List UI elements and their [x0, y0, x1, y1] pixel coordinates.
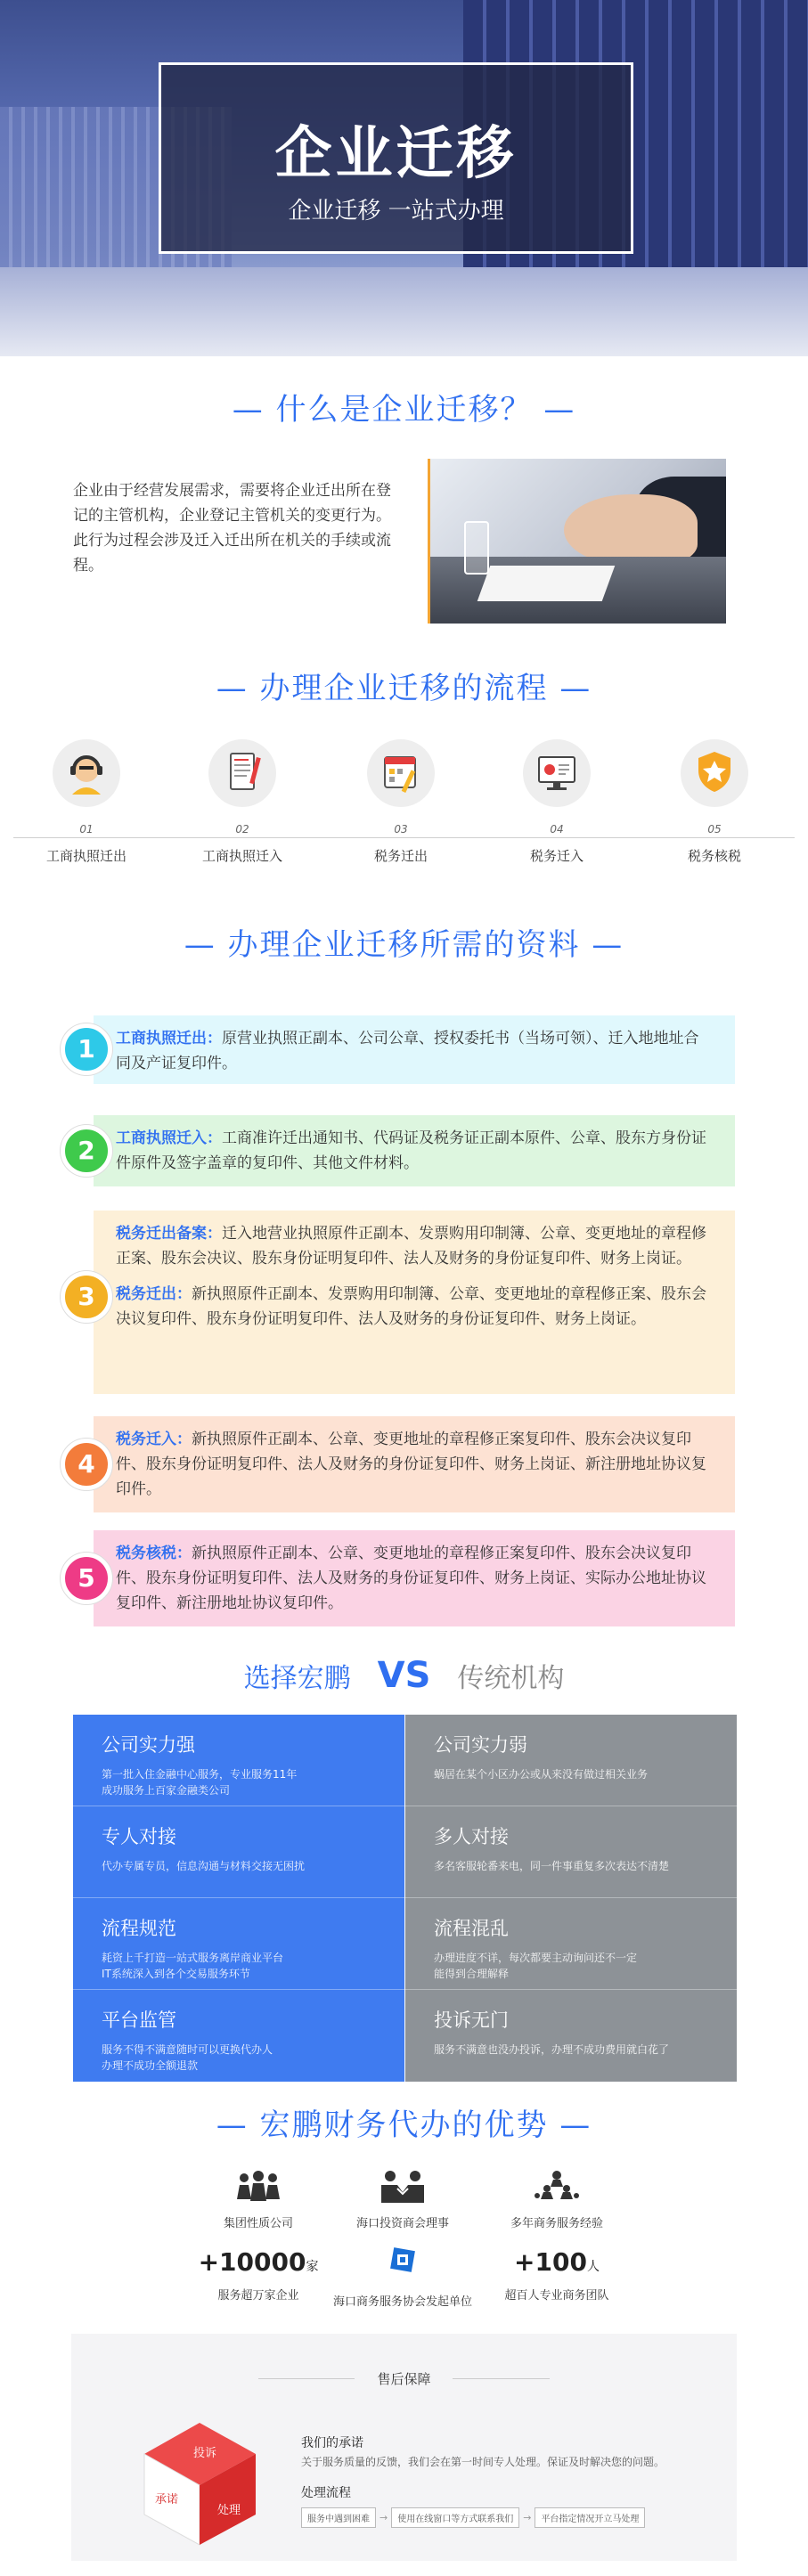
advantage-item: 集团性质公司 — [178, 2169, 339, 2230]
flow-step: 平台指定情况开立马处理 — [535, 2507, 645, 2528]
meeting-photo — [428, 459, 726, 624]
hero-subtitle: 企业迁移 一站式办理 — [288, 198, 504, 224]
customer-service-icon — [53, 739, 120, 807]
advantage-item: +10000家 服务超万家企业 — [198, 2247, 319, 2303]
handling-flow — [301, 2507, 645, 2528]
compare-cell-right: 公司实力弱 蜗居在某个小区办公或从来没有做过相关业务 — [405, 1715, 737, 1806]
arrow-right-icon: → — [523, 2512, 532, 2523]
handshake-people-icon — [378, 2169, 428, 2205]
flow-step: 服务中遇到困难 — [301, 2507, 376, 2528]
monitor-chart-icon — [523, 739, 591, 807]
compare-cell-left: 公司实力强 第一批入住金融中心服务，专业服务11年 成功服务上百家金融类公司 — [73, 1715, 404, 1806]
advantage-item: +100人 超百人专业商务团队 — [504, 2247, 609, 2303]
plaza-ground — [0, 267, 808, 356]
material-item: 工商执照迁入：工商准许迁出通知书、代码证及税务证正副本原件、公章、股东方身份证件原件及签字盖章的复印件、其他文件材料。 — [94, 1115, 735, 1186]
materials-section-title: — 办理企业迁移所需的资料 — — [184, 927, 624, 963]
advantage-item: 海口投资商会理事 — [322, 2169, 483, 2230]
calendar-pen-icon — [367, 739, 435, 807]
material-number-badge: 5 — [61, 1553, 112, 1604]
promise-title: 我们的承诺 — [301, 2436, 363, 2450]
material-number-badge: 2 — [61, 1125, 112, 1177]
process-step: 01 工商执照迁出 — [29, 739, 144, 865]
material-item: 工商执照迁出：原营业执照正副本、公司公章、授权委托书（当场可领）、迁入地地址合同及产证复印件。 — [94, 1015, 735, 1084]
comparison-table — [73, 1715, 737, 2082]
after-sales-tag: 售后保障 — [377, 2371, 431, 2387]
compare-cell-left: 专人对接 代办专属专员，信息沟通与材料交接无困扰 — [73, 1806, 404, 1898]
advantages-section-title: — 宏鹏财务代办的优势 — — [216, 2107, 592, 2143]
what-description: 企业由于经营发展需求，需要将企业迁出所在登记的主管机构，企业登记主管机关的变更行为。此行为过程会涉及迁入迁出所在机关的手续或流程。 — [73, 482, 391, 575]
arrow-right-icon: → — [380, 2512, 388, 2523]
material-item: 税务迁出备案：迁入地营业执照原件正副本、发票购用印制簿、公章、变更地址的章程修正案、股东会决议、股东身份证明复印件、法人及财务的身份证复印件、财务上岗证。 税务迁出：新执照原件正副本、发票购用印制簿、公章、变更地址的章程修正案、股东会决议复印件、股东身份证明复印件、法人及财务的身份证复印件、财务上岗证。 — [94, 1211, 735, 1394]
hero-title-box — [159, 62, 633, 254]
material-item: 税务迁入：新执照原件正副本、公章、变更地址的章程修正案复印件、股东会决议复印件、股东身份证明复印件、法人及财务的身份证复印件、财务上岗证、新注册地址协议复印件。 — [94, 1416, 735, 1512]
process-section-title: — 办理企业迁移的流程 — — [216, 671, 592, 706]
material-item: 税务核税：新执照原件正副本、公章、变更地址的章程修正案复印件、股东会决议复印件、股东身份证明复印件、法人及财务的身份证复印件、财务上岗证、实际办公地址协议复印件、新注册地址协议复印件。 — [94, 1530, 735, 1626]
process-steps — [0, 739, 808, 873]
after-sales-panel — [71, 2334, 737, 2561]
flow-title: 处理流程 — [301, 2486, 351, 2500]
material-number-badge: 3 — [61, 1271, 112, 1323]
cube-icon: 投诉 承诺 处理 — [135, 2418, 265, 2547]
vs-label: VS — [377, 1655, 431, 1696]
document-pen-icon — [208, 739, 276, 807]
advantage-item: 多年商务服务经验 — [477, 2169, 637, 2230]
what-section-title: — 什么是企业迁移？ — — [232, 392, 576, 428]
our-company-label: 选择宏鹏 — [243, 1663, 351, 1694]
material-number-badge: 1 — [61, 1023, 112, 1075]
team-pyramid-icon — [532, 2169, 582, 2205]
material-number-badge: 4 — [61, 1439, 112, 1490]
traditional-label: 传统机构 — [457, 1663, 565, 1694]
hero-title: 企业迁移 — [274, 121, 518, 187]
group-people-icon — [233, 2169, 283, 2205]
promise-text: 关于服务质量的反馈，我们会在第一时间专人处理。保证及时解决您的问题。 — [301, 2456, 665, 2468]
process-step: 03 税务迁出 — [343, 739, 459, 865]
advantage-item: 海口商务服务协会发起单位 — [322, 2247, 483, 2309]
hero-banner — [0, 0, 808, 356]
compare-cell-right: 投诉无门 服务不满意也没办投诉，办理不成功费用就白花了 — [405, 1990, 737, 2082]
compare-cell-left: 平台监管 服务不得不满意随时可以更换代办人 办理不成功全额退款 — [73, 1990, 404, 2082]
logo-square-icon — [378, 2247, 428, 2283]
process-step: 02 工商执照迁入 — [184, 739, 300, 865]
compare-cell-right: 多人对接 多名客服轮番来电，同一件事重复多次表达不清楚 — [405, 1806, 737, 1898]
process-step: 05 税务核税 — [657, 739, 772, 865]
vs-title — [0, 1655, 808, 1696]
compare-cell-left: 流程规范 耗资上千打造一站式服务离岸商业平台 IT系统深入到各个交易服务环节 — [73, 1898, 404, 1990]
compare-cell-right: 流程混乱 办理进度不详，每次都要主动询问还不一定 能得到合理解释 — [405, 1898, 737, 1990]
flow-step: 使用在线窗口等方式联系我们 — [391, 2507, 519, 2528]
shield-badge-icon — [681, 739, 748, 807]
process-step: 04 税务迁入 — [499, 739, 615, 865]
